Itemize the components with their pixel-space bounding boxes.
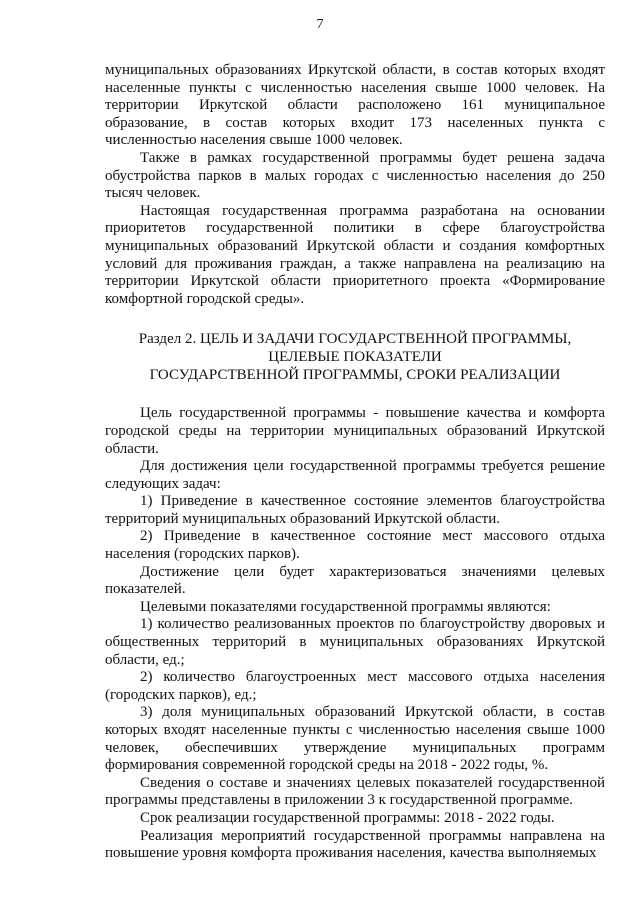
paragraph: Также в рамках государственной программы будет решена задача обустройства парков в малых городах с численностью населения до 250 тысяч человек. (105, 149, 605, 202)
paragraph: Целевыми показателями государственной программы являются: (140, 598, 551, 615)
paragraph: 2) Приведение в качественное состояние мест массового отдыха населения (городских парков). (105, 528, 605, 563)
paragraph: 1) количество реализованных проектов по благоустройству дворовых и общественных территорий в муниципальных образованиях Иркутской области, ед.; (105, 616, 605, 668)
section-heading-line: ЦЕЛЕВЫЕ ПОКАЗАТЕЛИ (268, 349, 442, 366)
paragraph: Для достижения цели государственной программы требуется решение следующих задач: (105, 458, 605, 492)
paragraph: Настоящая государственная программа разработана на основании приоритетов государственной политики в сфере благоустройства муниципальных образований Иркутской области и создания комфортных условий для проживания граждан, а также направлена на реализацию на территории Иркутской области приоритетного проекта «Формирование комфортной городской среды». (105, 202, 605, 307)
section-heading-line: Раздел 2. ЦЕЛЬ И ЗАДАЧИ ГОСУДАРСТВЕННОЙ ПРОГРАММЫ, (138, 331, 572, 348)
paragraph: Срок реализации государственной программы: 2018 - 2022 годы. (140, 809, 555, 826)
paragraph: 2) количество благоустроенных мест массового отдыха населения (городских парков), ед.; (105, 669, 605, 703)
document-body (105, 62, 605, 863)
paragraph: Реализация мероприятий государственной программы направлена на повышение уровня комфорта проживания населения, качества выполняемых (105, 827, 605, 862)
section-heading-line: ГОСУДАРСТВЕННОЙ ПРОГРАММЫ, СРОКИ РЕАЛИЗАЦИИ (149, 367, 561, 384)
paragraph: 1) Приведение в качественное состояние элементов благоустройства территорий муниципальных образований Иркутской области. (105, 493, 605, 527)
paragraph: Сведения о составе и значениях целевых показателей государственной программы представлены в приложении 3 к государственной программе. (105, 774, 605, 809)
paragraph: муниципальных образованиях Иркутской области, в состав которых входят населенные пункты с численностью населения свыше 1000 человек. На территории Иркутской области расположено 161 муниципальное образование, в состав которых входит 173 населенных пункта с численностью населения свыше 1000 человек. (105, 62, 605, 149)
paragraph: 3) доля муниципальных образований Иркутской области, в состав которых входят населенные пункты с численностью населения свыше 1000 человек, обеспечивших утверждение муниципальных программ формирования современной городской среды на 2018 - 2022 годы, %. (105, 704, 605, 774)
section-heading (105, 330, 605, 384)
paragraph: Цель государственной программы - повышение качества и комфорта городской среды на территории муниципальных образований Иркутской области. (105, 405, 605, 457)
paragraph: Достижение цели будет характеризоваться значениями целевых показателей. (105, 563, 605, 598)
page-number: 7 (316, 17, 324, 32)
